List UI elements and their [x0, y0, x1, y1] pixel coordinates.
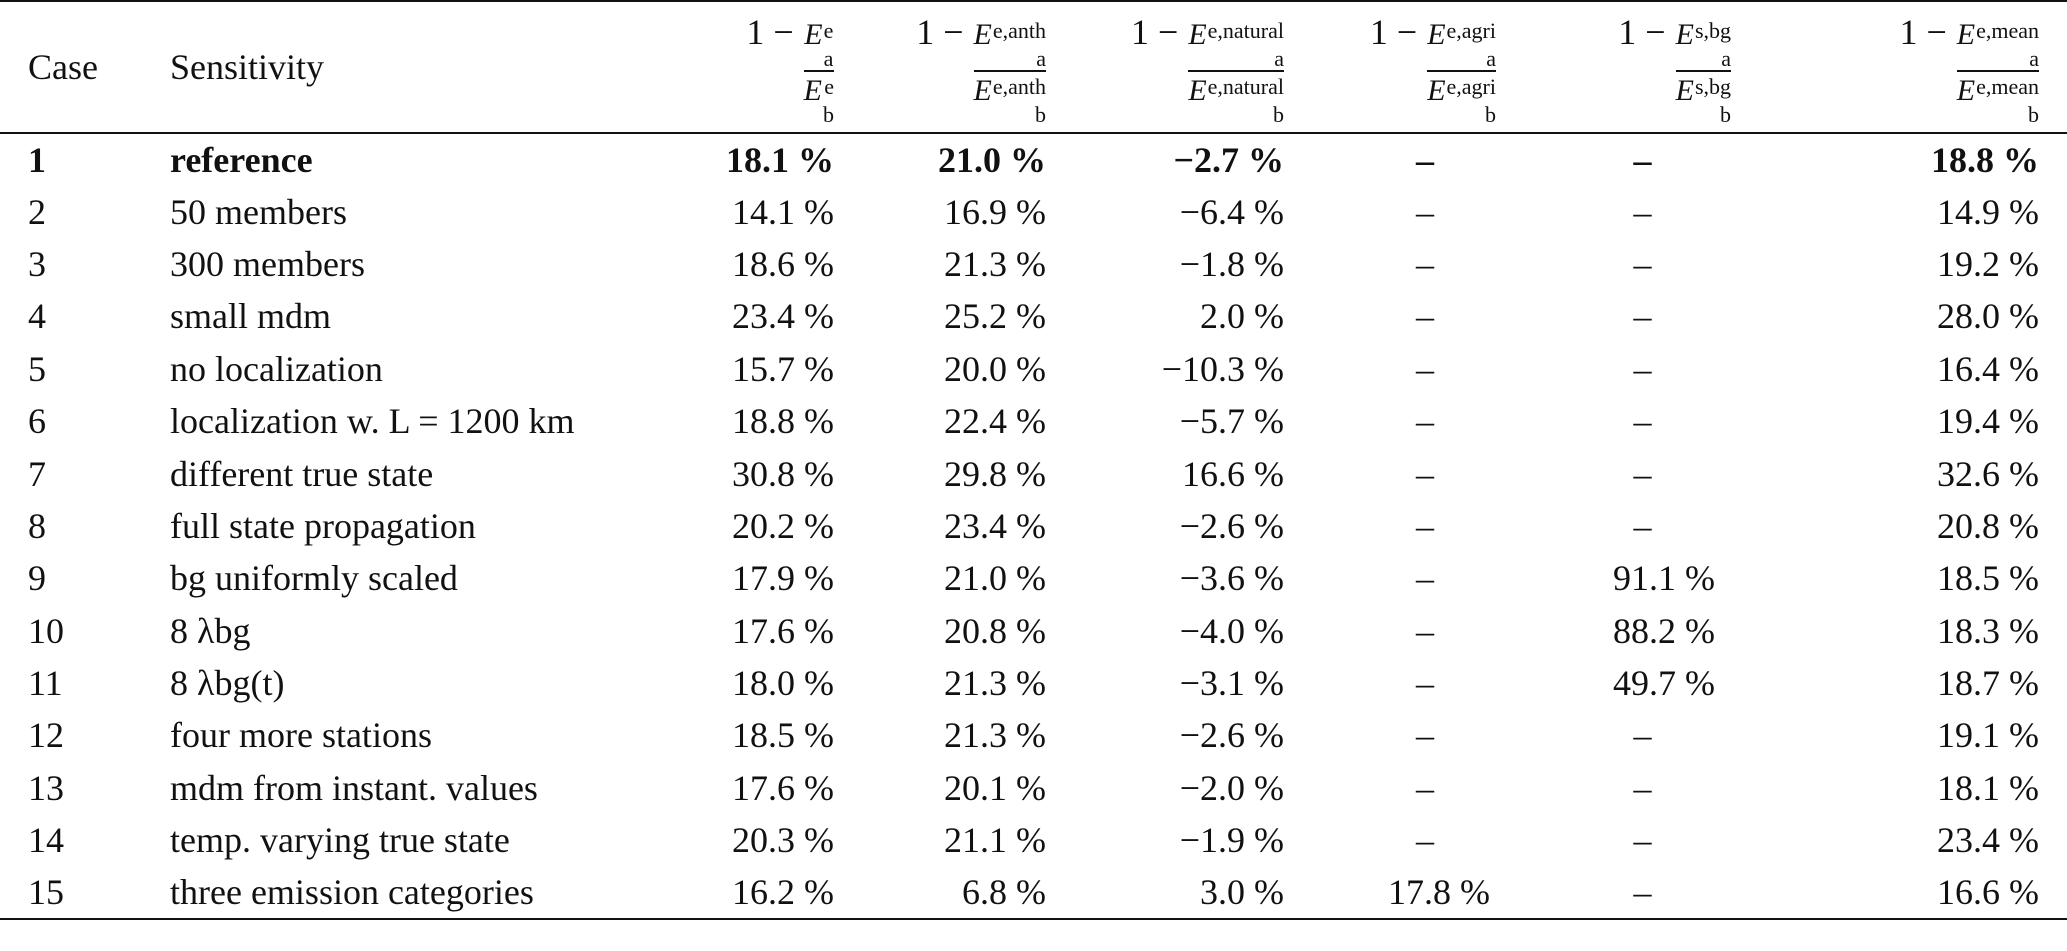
- symbol-E: E: [1956, 74, 1976, 107]
- header-fraction: [916, 11, 1046, 127]
- one-minus-label: 1 −: [1131, 12, 1179, 53]
- superscript: s,bg: [1694, 74, 1731, 99]
- value-cell: 16.4 %: [1937, 348, 2039, 389]
- denominator: [1188, 74, 1284, 127]
- superscript: e,anth: [992, 74, 1046, 99]
- value-cell: 20.2 %: [732, 505, 834, 546]
- fraction-bar: [974, 70, 1046, 72]
- value-cell: −2.6 %: [1179, 715, 1284, 756]
- sensitivity-label: small mdm: [170, 296, 331, 337]
- value-cell: –: [1633, 243, 1652, 284]
- sup-sub: [1207, 74, 1284, 127]
- table-row: [0, 500, 2067, 552]
- value-cell: 19.1 %: [1937, 715, 2039, 756]
- sensitivity-label: three emission categories: [170, 872, 534, 913]
- table-row: [0, 709, 2067, 761]
- value-cell: 14.1 %: [732, 191, 834, 232]
- fraction-bar: [1188, 70, 1284, 72]
- case-number: 5: [28, 348, 46, 389]
- value-cell: –: [1633, 505, 1652, 546]
- table-row: [0, 552, 2067, 604]
- numerator: [1427, 18, 1496, 72]
- subscript: a: [1721, 46, 1731, 72]
- value-cell: –: [1633, 715, 1652, 756]
- table-row: [0, 814, 2067, 866]
- value-cell: 18.8 %: [1931, 139, 2039, 180]
- one-minus-label: 1 −: [1618, 12, 1666, 53]
- header-fraction: [1131, 11, 1284, 127]
- value-cell: 16.6 %: [1937, 872, 2039, 913]
- value-cell: –: [1416, 296, 1434, 337]
- one-minus-label: 1 −: [746, 12, 794, 53]
- header-col-natural: [1070, 1, 1320, 133]
- sensitivity-label: 8 λbg(t): [170, 663, 285, 704]
- value-cell: –: [1416, 191, 1434, 232]
- sensitivity-label: temp. varying true state: [170, 820, 510, 861]
- numerator: [1956, 18, 2039, 72]
- value-cell: −4.0 %: [1179, 610, 1284, 651]
- value-cell: −3.6 %: [1179, 558, 1284, 599]
- value-cell: 21.3 %: [944, 243, 1046, 284]
- value-cell: –: [1416, 348, 1434, 389]
- value-cell: 16.9 %: [944, 191, 1046, 232]
- value-cell: 29.8 %: [944, 453, 1046, 494]
- value-cell: 23.4 %: [944, 505, 1046, 546]
- table-row: [0, 238, 2067, 290]
- symbol-E: E: [973, 74, 992, 107]
- header-fraction: [746, 11, 834, 127]
- value-cell: 19.2 %: [1937, 243, 2039, 284]
- symbol-E: E: [1188, 74, 1207, 107]
- subscript: b: [1273, 101, 1284, 127]
- symbol-E: E: [804, 18, 823, 52]
- header-fraction: [1369, 11, 1496, 127]
- value-cell: 18.6 %: [732, 243, 834, 284]
- sup-sub: [992, 74, 1046, 127]
- value-cell: 15.7 %: [732, 348, 834, 389]
- header-col-anth: [840, 1, 1070, 133]
- subscript: a: [823, 46, 834, 72]
- symbol-E: E: [1427, 74, 1446, 107]
- value-cell: −3.1 %: [1179, 663, 1284, 704]
- table-row: [0, 185, 2067, 237]
- value-cell: 6.8 %: [962, 872, 1046, 913]
- value-cell: −2.0 %: [1179, 767, 1284, 808]
- denominator: [1675, 74, 1731, 127]
- header-fraction: [1618, 11, 1731, 127]
- symbol-E: E: [1675, 74, 1694, 107]
- sensitivity-label: bg uniformly scaled: [170, 558, 458, 599]
- symbol-E: E: [973, 18, 992, 52]
- fraction: [973, 18, 1046, 127]
- value-cell: −1.9 %: [1179, 820, 1284, 861]
- subscript: a: [1274, 46, 1284, 72]
- value-cell: –: [1416, 610, 1434, 651]
- value-cell: –: [1633, 872, 1652, 913]
- superscript: e,anth: [992, 18, 1046, 44]
- value-cell: 23.4 %: [732, 296, 834, 337]
- fraction: [1956, 18, 2039, 127]
- one-minus-label: 1 −: [1369, 12, 1418, 53]
- sensitivity-label: reference: [170, 139, 313, 180]
- value-cell: –: [1416, 820, 1434, 861]
- case-number: 7: [28, 453, 46, 494]
- superscript: e,agri: [1446, 74, 1496, 99]
- case-number: 15: [28, 872, 64, 913]
- fraction: [803, 18, 834, 127]
- value-cell: 28.0 %: [1937, 296, 2039, 337]
- subscript: a: [2029, 46, 2039, 72]
- value-cell: 49.7 %: [1613, 663, 1715, 704]
- sup-sub: [823, 18, 834, 72]
- case-number: 8: [28, 505, 46, 546]
- value-cell: 20.3 %: [732, 820, 834, 861]
- value-cell: –: [1633, 820, 1652, 861]
- value-cell: –: [1416, 558, 1434, 599]
- symbol-E: E: [1956, 18, 1976, 52]
- header-row: [0, 1, 2067, 133]
- table-row: [0, 133, 2067, 185]
- sensitivity-label: mdm from instant. values: [170, 767, 538, 808]
- denominator: [973, 74, 1046, 127]
- value-cell: –: [1633, 191, 1652, 232]
- value-cell: 19.4 %: [1937, 401, 2039, 442]
- table-body: [0, 133, 2067, 919]
- value-cell: 21.1 %: [944, 820, 1046, 861]
- value-cell: 16.2 %: [732, 872, 834, 913]
- sensitivity-label: localization w. L = 1200 km: [170, 401, 575, 442]
- case-number: 13: [28, 767, 64, 808]
- value-cell: 17.9 %: [732, 558, 834, 599]
- sup-sub: [1694, 74, 1731, 127]
- symbol-E: E: [803, 74, 822, 107]
- table-row: [0, 343, 2067, 395]
- value-cell: 21.0 %: [944, 558, 1046, 599]
- value-cell: 18.0 %: [732, 663, 834, 704]
- value-cell: −10.3 %: [1161, 348, 1284, 389]
- header-fraction: [1899, 11, 2039, 127]
- numerator: [973, 18, 1046, 72]
- case-number: 14: [28, 820, 64, 861]
- value-cell: 88.2 %: [1613, 610, 1715, 651]
- value-cell: 20.8 %: [944, 610, 1046, 651]
- value-cell: 91.1 %: [1613, 558, 1715, 599]
- subscript: b: [2028, 101, 2039, 127]
- value-cell: 20.0 %: [944, 348, 1046, 389]
- case-number: 4: [28, 296, 46, 337]
- superscript: e: [824, 74, 834, 99]
- value-cell: 3.0 %: [1200, 872, 1284, 913]
- fraction: [1427, 18, 1496, 127]
- case-number: 2: [28, 191, 46, 232]
- subscript: a: [1036, 46, 1046, 72]
- value-cell: −5.7 %: [1179, 401, 1284, 442]
- symbol-E: E: [1675, 18, 1694, 52]
- numerator: [1188, 18, 1284, 72]
- value-cell: 18.1 %: [1937, 767, 2039, 808]
- sensitivity-label: full state propagation: [170, 505, 476, 546]
- header-col-e: [700, 1, 840, 133]
- case-number: 3: [28, 243, 46, 284]
- subscript: b: [1485, 101, 1496, 127]
- value-cell: –: [1416, 401, 1434, 442]
- value-cell: −2.7 %: [1173, 139, 1284, 180]
- value-cell: 14.9 %: [1937, 191, 2039, 232]
- value-cell: –: [1633, 767, 1652, 808]
- sensitivity-label: 300 members: [170, 243, 365, 284]
- symbol-E: E: [1188, 18, 1207, 52]
- value-cell: 32.6 %: [1937, 453, 2039, 494]
- numerator: [804, 18, 834, 72]
- case-number: 10: [28, 610, 64, 651]
- value-cell: –: [1416, 715, 1434, 756]
- table-row: [0, 290, 2067, 342]
- subscript: a: [1486, 46, 1496, 72]
- value-cell: 22.4 %: [944, 401, 1046, 442]
- value-cell: −6.4 %: [1179, 191, 1284, 232]
- sup-sub: [1207, 18, 1284, 72]
- value-cell: –: [1416, 243, 1434, 284]
- value-cell: –: [1633, 453, 1652, 494]
- sup-sub: [1694, 18, 1731, 72]
- denominator: [1427, 74, 1496, 127]
- value-cell: 21.0 %: [938, 139, 1046, 180]
- value-cell: 21.3 %: [944, 663, 1046, 704]
- sensitivity-label: 8 λbg: [170, 610, 251, 651]
- table-row: [0, 447, 2067, 499]
- table-row: [0, 657, 2067, 709]
- value-cell: −2.6 %: [1179, 505, 1284, 546]
- denominator: [803, 74, 834, 127]
- sup-sub: [823, 74, 834, 127]
- value-cell: 16.6 %: [1182, 453, 1284, 494]
- value-cell: 25.2 %: [944, 296, 1046, 337]
- value-cell: –: [1633, 296, 1652, 337]
- table-row: [0, 395, 2067, 447]
- superscript: e,mean: [1976, 18, 2039, 44]
- value-cell: 2.0 %: [1200, 296, 1284, 337]
- header-col-mean: [1755, 1, 2067, 133]
- fraction: [1675, 18, 1731, 127]
- value-cell: –: [1633, 401, 1652, 442]
- subscript: b: [823, 101, 834, 127]
- value-cell: –: [1416, 663, 1434, 704]
- superscript: e,natural: [1207, 18, 1284, 44]
- symbol-E: E: [1427, 18, 1446, 52]
- sensitivity-label: different true state: [170, 453, 434, 494]
- one-minus-label: 1 −: [1899, 12, 1947, 53]
- superscript: e,mean: [1976, 74, 2039, 99]
- value-cell: 17.6 %: [732, 767, 834, 808]
- table-row: [0, 762, 2067, 814]
- value-cell: –: [1416, 767, 1434, 808]
- value-cell: 17.6 %: [732, 610, 834, 651]
- sup-sub: [1446, 74, 1496, 127]
- value-cell: 18.5 %: [1937, 558, 2039, 599]
- sensitivity-label: 50 members: [170, 191, 347, 232]
- value-cell: 20.8 %: [1937, 505, 2039, 546]
- header-sensitivity: Sensitivity: [170, 47, 325, 87]
- one-minus-label: 1 −: [916, 12, 964, 53]
- value-cell: –: [1416, 139, 1434, 180]
- value-cell: 21.3 %: [944, 715, 1046, 756]
- table-row: [0, 605, 2067, 657]
- value-cell: 30.8 %: [732, 453, 834, 494]
- value-cell: –: [1416, 505, 1434, 546]
- numerator: [1675, 18, 1731, 72]
- sup-sub: [992, 18, 1046, 72]
- value-cell: –: [1633, 348, 1652, 389]
- sensitivity-label: four more stations: [170, 715, 432, 756]
- value-cell: 18.8 %: [732, 401, 834, 442]
- sensitivity-label: no localization: [170, 348, 383, 389]
- subscript: b: [1720, 101, 1731, 127]
- case-number: 9: [28, 558, 46, 599]
- case-number: 1: [28, 139, 46, 180]
- value-cell: –: [1633, 139, 1652, 180]
- header-case: Case: [28, 47, 98, 87]
- value-cell: 18.7 %: [1937, 663, 2039, 704]
- superscript: s,bg: [1694, 18, 1731, 44]
- value-cell: 17.8 %: [1388, 872, 1490, 913]
- subscript: b: [1035, 101, 1046, 127]
- value-cell: 23.4 %: [1937, 820, 2039, 861]
- superscript: e,natural: [1207, 74, 1284, 99]
- case-number: 12: [28, 715, 64, 756]
- sup-sub: [1976, 74, 2039, 127]
- header-col-agri: [1320, 1, 1530, 133]
- header-col-bg: [1530, 1, 1755, 133]
- value-cell: –: [1416, 453, 1434, 494]
- denominator: [1956, 74, 2039, 127]
- sup-sub: [1446, 18, 1496, 72]
- value-cell: −1.8 %: [1179, 243, 1284, 284]
- fraction-bar: [1957, 70, 2039, 72]
- superscript: e,agri: [1446, 18, 1496, 44]
- table-row: [0, 866, 2067, 918]
- fraction: [1188, 18, 1284, 127]
- case-number: 11: [28, 663, 63, 704]
- value-cell: 18.5 %: [732, 715, 834, 756]
- value-cell: 18.1 %: [726, 139, 834, 180]
- case-number: 6: [28, 401, 46, 442]
- sup-sub: [1976, 18, 2039, 72]
- value-cell: 18.3 %: [1937, 610, 2039, 651]
- superscript: e: [823, 18, 834, 44]
- value-cell: 20.1 %: [944, 767, 1046, 808]
